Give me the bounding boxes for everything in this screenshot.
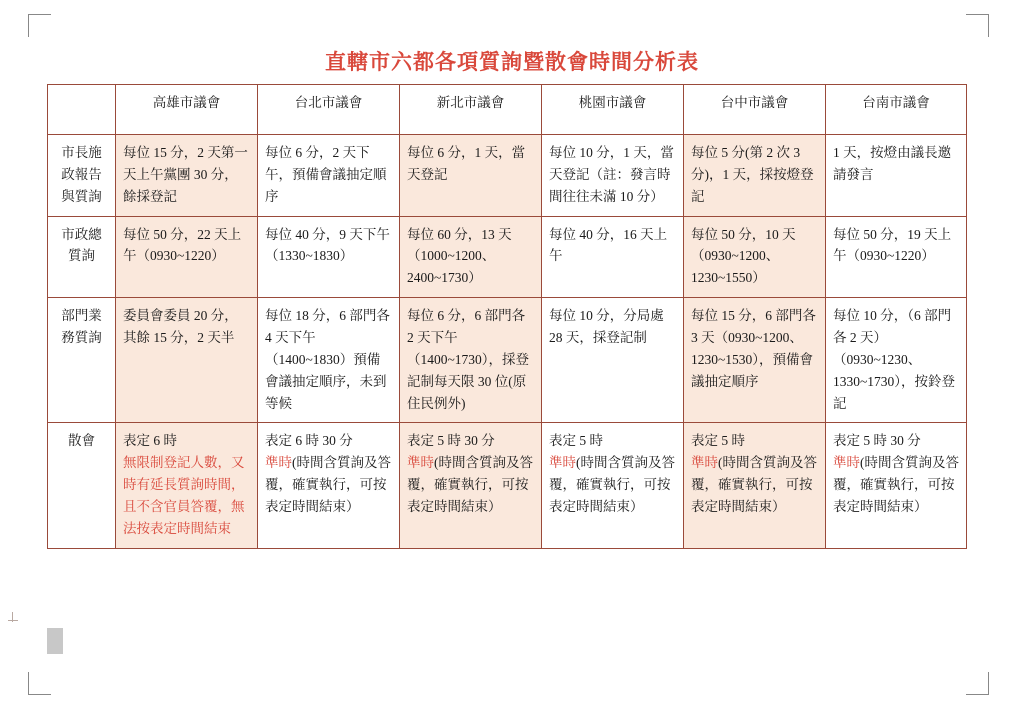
column-header-taoyuan: 桃園市議會 bbox=[542, 85, 684, 135]
cell-text-main: 表定 5 時 30 分 bbox=[833, 433, 921, 449]
cell-department-questions-taipei: 每位 18 分，6 部門各 4 天下午（1400~1830）預備會議抽定順序，未到等候 bbox=[258, 298, 400, 423]
cell-text-tail: (時間含質詢及答覆，確實執行，可按表定時間結束） bbox=[407, 455, 533, 515]
cell-text-main: 表定 5 時 bbox=[549, 433, 603, 449]
cell-mayor-report-tainan: 1 天，按燈由議長邀請發言 bbox=[826, 135, 967, 217]
page-title: 直轄市六都各項質詢暨散會時間分析表 bbox=[325, 50, 699, 74]
column-header-taichung: 台中市議會 bbox=[684, 85, 826, 135]
cell-adjournment-taoyuan bbox=[542, 423, 684, 548]
table-row bbox=[48, 423, 967, 548]
cell-text-main: 表定 5 時 30 分 bbox=[407, 433, 495, 449]
crop-mark-bottom-right bbox=[966, 672, 989, 695]
table-corner-cell bbox=[48, 85, 116, 135]
cell-text-main: 表定 6 時 30 分 bbox=[265, 433, 353, 449]
cell-text-main: 表定 6 時 bbox=[123, 433, 177, 449]
cell-department-questions-tainan: 每位 10 分，（6 部門各 2 天）（0930~1230、1330~1730），按鈴登記 bbox=[826, 298, 967, 423]
cell-department-questions-new-taipei: 每位 6 分，6 部門各 2 天下午（1400~1730），採登記制每天限 30 位(原住民例外) bbox=[400, 298, 542, 423]
cell-text-highlight: 準時 bbox=[691, 455, 718, 471]
cell-department-questions-taichung: 每位 15 分，6 部門各 3 天（0930~1200、1230~1530），預備會議抽定順序 bbox=[684, 298, 826, 423]
crop-mark-top-right bbox=[966, 14, 989, 37]
cell-mayor-report-new-taipei: 每位 6 分，1 天，當天登記 bbox=[400, 135, 542, 217]
column-header-kaohsiung: 高雄市議會 bbox=[116, 85, 258, 135]
page-edge-mark-horizontal bbox=[8, 620, 18, 621]
cell-text-tail: (時間含質詢及答覆，確實執行，可按表定時間結束） bbox=[691, 455, 817, 515]
cell-text-highlight: 無限制登記人數，又時有延長質詢時間，且不含官員答覆，無法按表定時間結束 bbox=[123, 455, 245, 536]
crop-mark-bottom-left bbox=[28, 672, 51, 695]
table-row bbox=[48, 135, 967, 217]
cell-text-highlight: 準時 bbox=[407, 455, 434, 471]
cell-department-questions-kaohsiung: 委員會委員 20 分，其餘 15 分，2 天半 bbox=[116, 298, 258, 423]
cell-mayor-report-taichung: 每位 5 分(第 2 次 3 分)，1 天，採按燈登記 bbox=[684, 135, 826, 217]
page-margin-marker bbox=[47, 628, 63, 654]
table-row bbox=[48, 216, 967, 298]
table-header-row bbox=[48, 85, 967, 135]
cell-text-highlight: 準時 bbox=[549, 455, 576, 471]
column-header-tainan: 台南市議會 bbox=[826, 85, 967, 135]
page-edge-mark-vertical bbox=[12, 612, 13, 622]
row-header-general-questions: 市政總質詢 bbox=[48, 216, 116, 298]
cell-adjournment-taipei bbox=[258, 423, 400, 548]
cell-general-questions-new-taipei: 每位 60 分，13 天（1000~1200、2400~1730） bbox=[400, 216, 542, 298]
cell-mayor-report-kaohsiung: 每位 15 分，2 天第一天上午黨團 30 分，餘採登記 bbox=[116, 135, 258, 217]
cell-general-questions-taoyuan: 每位 40 分，16 天上午 bbox=[542, 216, 684, 298]
row-header-mayor-report: 市長施政報告與質詢 bbox=[48, 135, 116, 217]
cell-text-tail: (時間含質詢及答覆，確實執行，可按表定時間結束） bbox=[265, 455, 391, 515]
cell-general-questions-taipei: 每位 40 分，9 天下午（1330~1830） bbox=[258, 216, 400, 298]
cell-adjournment-new-taipei bbox=[400, 423, 542, 548]
cell-department-questions-taoyuan: 每位 10 分，分局處 28 天，採登記制 bbox=[542, 298, 684, 423]
cell-adjournment-tainan bbox=[826, 423, 967, 548]
cell-general-questions-taichung: 每位 50 分，10 天（0930~1200、1230~1550） bbox=[684, 216, 826, 298]
cell-mayor-report-taipei: 每位 6 分，2 天下午，預備會議抽定順序 bbox=[258, 135, 400, 217]
cell-text-tail: (時間含質詢及答覆，確實執行，可按表定時間結束） bbox=[549, 455, 675, 515]
cell-general-questions-tainan: 每位 50 分，19 天上午（0930~1220） bbox=[826, 216, 967, 298]
cell-general-questions-kaohsiung: 每位 50 分，22 天上午（0930~1220） bbox=[116, 216, 258, 298]
cell-text-highlight: 準時 bbox=[265, 455, 292, 471]
row-header-department-questions: 部門業務質詢 bbox=[48, 298, 116, 423]
analysis-table bbox=[47, 84, 967, 549]
cell-adjournment-taichung bbox=[684, 423, 826, 548]
column-header-new-taipei: 新北市議會 bbox=[400, 85, 542, 135]
cell-text-highlight: 準時 bbox=[833, 455, 860, 471]
row-header-adjournment: 散會 bbox=[48, 423, 116, 548]
cell-mayor-report-taoyuan: 每位 10 分，1 天，當天登記（註：發言時間往往未滿 10 分） bbox=[542, 135, 684, 217]
crop-mark-top-left bbox=[28, 14, 51, 37]
cell-adjournment-kaohsiung bbox=[116, 423, 258, 548]
column-header-taipei: 台北市議會 bbox=[258, 85, 400, 135]
cell-text-main: 表定 5 時 bbox=[691, 433, 745, 449]
table-row bbox=[48, 298, 967, 423]
cell-text-tail: (時間含質詢及答覆，確實執行，可按表定時間結束） bbox=[833, 455, 959, 515]
